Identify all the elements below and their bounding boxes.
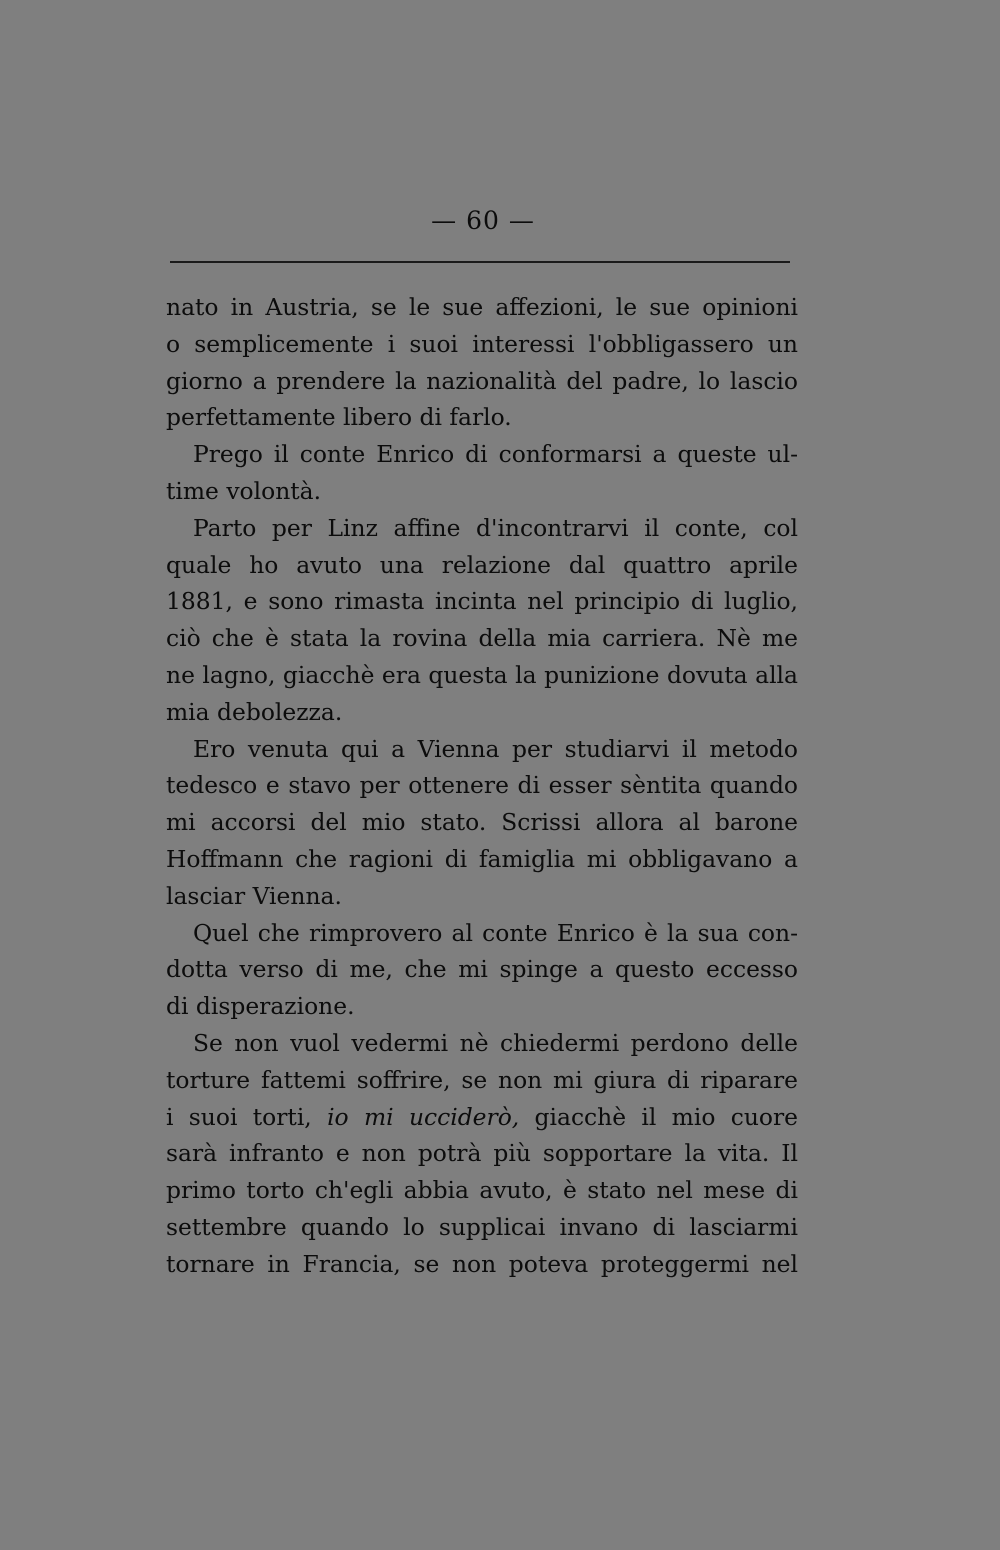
text-segment: i suoi torti,	[166, 1102, 328, 1131]
text-line: tedesco e stavo per ottenere di esser sèntita quando	[166, 771, 798, 800]
text-segment: giacchè il mio cuore	[519, 1102, 798, 1131]
text-line: time volontà.	[166, 476, 322, 505]
text-line: settembre quando lo supplicai invano di lasciarmi	[166, 1212, 798, 1241]
text-line: dotta verso di me, che mi spinge a questo eccesso	[166, 955, 798, 984]
text-line: primo torto ch'egli abbia avuto, è stato nel mese di	[166, 1176, 798, 1205]
text-line: Parto per Linz affine d'incontrarvi il conte, col	[193, 513, 798, 542]
text-line: giorno a prendere la nazionalità del padre, lo lascio	[166, 366, 798, 395]
text-line: Quel che rimprovero al conte Enrico è la sua con-	[193, 918, 798, 947]
text-line: perfettamente libero di farlo.	[166, 403, 512, 432]
text-line: o semplicemente i suoi interessi l'obbligassero un	[166, 329, 798, 358]
text-line: Hoffmann che ragioni di famiglia mi obbligavano a	[166, 844, 798, 873]
text-line: tornare in Francia, se non poteva proteggermi nel	[166, 1249, 798, 1278]
text-line: torture fattemi soffrire, se non mi giura di riparare	[166, 1065, 798, 1094]
text-line: di disperazione.	[166, 992, 355, 1021]
text-line: Se non vuol vedermi nè chiedermi perdono delle	[193, 1028, 798, 1057]
text-line: sarà infranto e non potrà più sopportare la vita. Il	[166, 1139, 798, 1168]
text-line: lasciar Vienna.	[166, 881, 342, 910]
text-line: mi accorsi del mio stato. Scrissi allora al barone	[166, 808, 798, 837]
italic-phrase: io mi ucciderò,	[327, 1102, 520, 1131]
text-line: ciò che è stata la rovina della mia carriera. Nè me	[166, 624, 798, 653]
text-line: 1881, e sono rimasta incinta nel principio di luglio,	[166, 587, 798, 616]
text-line: Prego il conte Enrico di conformarsi a queste ul-	[193, 440, 798, 469]
body-text	[166, 289, 798, 1283]
page-number: — 60 —	[431, 206, 535, 235]
text-line: ne lagno, giacchè era questa la punizione dovuta alla	[166, 660, 798, 689]
header-rule	[170, 261, 790, 263]
text-line: mia debolezza.	[166, 697, 343, 726]
text-line: Ero venuta qui a Vienna per studiarvi il metodo	[193, 734, 798, 763]
text-line-with-italic	[166, 1099, 798, 1136]
text-line: nato in Austria, se le sue affezioni, le sue opinioni	[166, 293, 798, 321]
text-line: quale ho avuto una relazione dal quattro aprile	[166, 550, 798, 579]
